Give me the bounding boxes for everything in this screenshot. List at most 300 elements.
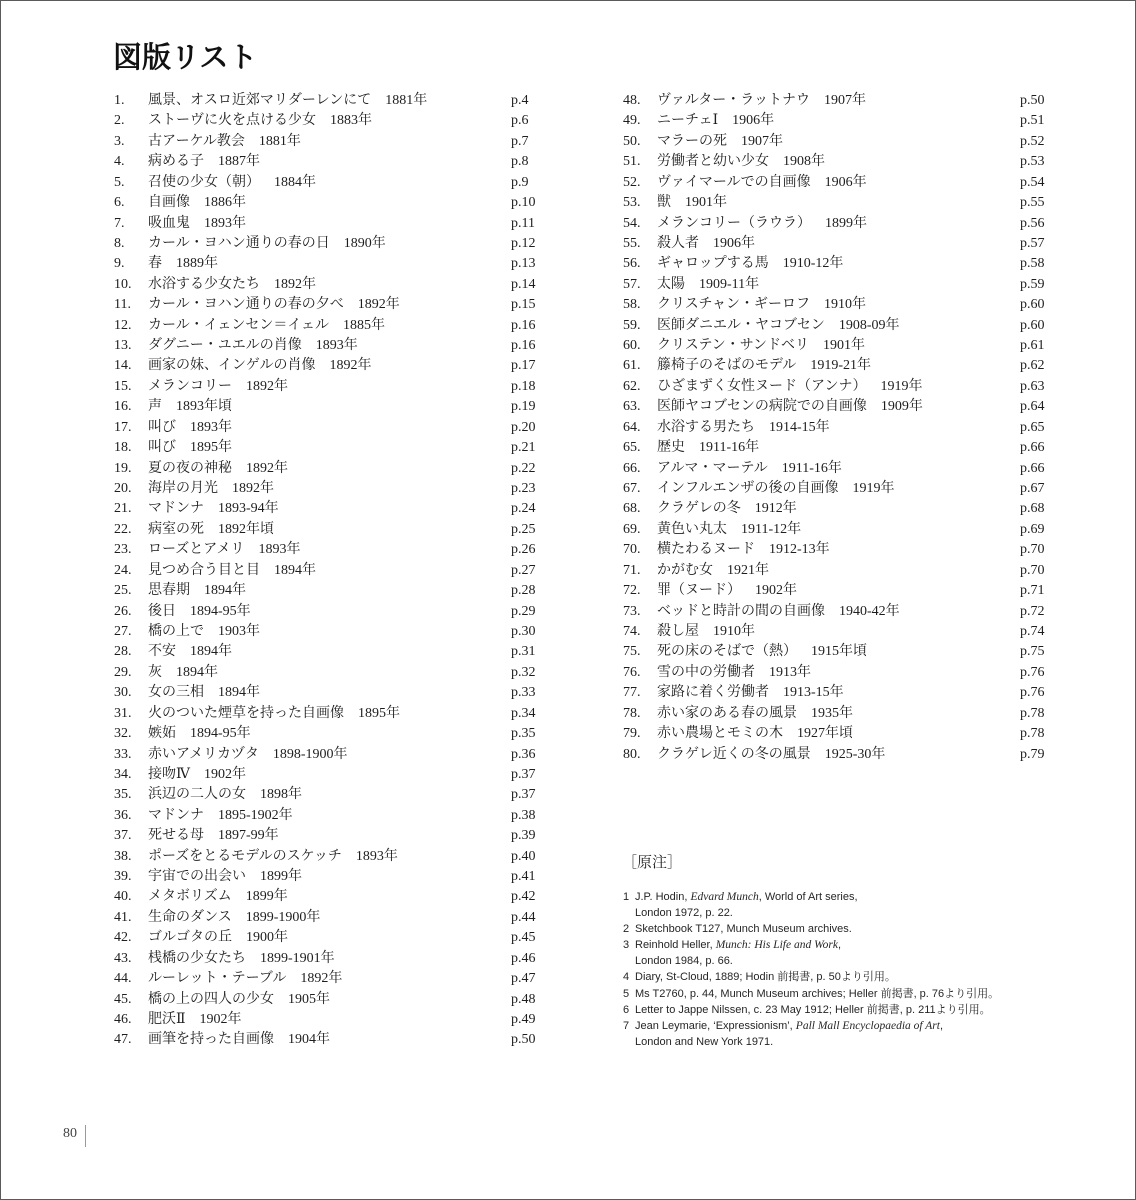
plate-number: 23. (114, 542, 132, 558)
plate-page-ref: p.35 (511, 726, 536, 742)
plate-caption (148, 602, 251, 622)
plate-number: 28. (114, 644, 132, 660)
plate-caption (148, 785, 302, 805)
plate-title: 雪の中の労働者 (657, 664, 755, 680)
plate-title: クラゲレの冬 (657, 501, 741, 517)
plate-title: 嫉妬 (148, 726, 176, 742)
plate-page-ref: p.9 (511, 174, 529, 190)
plate-page-ref: p.19 (511, 399, 536, 415)
plate-caption (148, 642, 232, 662)
plate-number: 33. (114, 746, 132, 762)
plate-entry (114, 683, 564, 703)
plate-number: 1. (114, 93, 125, 108)
plate-number: 32. (114, 726, 132, 742)
plate-title: ニーチェⅠ (657, 113, 719, 129)
plate-caption (657, 377, 922, 397)
plate-page-ref: p.48 (511, 991, 536, 1007)
plate-page-ref: p.15 (511, 297, 536, 313)
plate-entry (114, 173, 564, 193)
plate-page-ref: p.52 (1020, 133, 1045, 149)
plate-number: 53. (623, 195, 641, 211)
plate-date: 1881年 (385, 93, 428, 108)
plate-page-ref: p.38 (511, 807, 536, 823)
plate-caption (657, 683, 844, 703)
plate-caption (657, 336, 865, 356)
plate-entry (114, 1010, 564, 1030)
plate-page-ref: p.69 (1020, 521, 1045, 537)
plate-title: 生命のダンス (148, 909, 232, 925)
plate-page-ref: p.62 (1020, 358, 1045, 374)
plate-caption (148, 1030, 330, 1050)
plate-entry (623, 275, 1073, 295)
plate-date: 1893年 (204, 215, 246, 231)
note-text: Diary, St-Cloud, 1889; Hodin 前掲書, p. 50より引用。 (635, 971, 896, 984)
plate-page-ref: p.27 (511, 562, 536, 578)
plate-title: 殺し屋 (657, 623, 699, 639)
plate-number: 57. (623, 276, 641, 292)
plate-title: ヴァイマールでの自画像 (657, 174, 811, 190)
plate-page-ref: p.75 (1020, 644, 1045, 660)
plate-number: 22. (114, 521, 132, 537)
plate-caption (657, 642, 867, 662)
plate-title: 画家の妹、インゲルの肖像 (148, 358, 316, 374)
plate-number: 20. (114, 481, 132, 497)
plate-number: 36. (114, 807, 132, 823)
plate-page-ref: p.61 (1020, 338, 1045, 354)
plate-page-ref: p.12 (511, 235, 536, 251)
plate-entry (114, 867, 564, 887)
plate-title: 獣 (657, 195, 671, 211)
plate-caption (657, 724, 853, 744)
note-line (635, 953, 999, 969)
plate-number: 42. (114, 930, 132, 946)
plate-page-ref: p.66 (1020, 440, 1045, 456)
plate-entry (623, 745, 1073, 765)
plate-entry (114, 622, 564, 642)
plate-title: 死の床のそばで（熱） (657, 644, 797, 660)
plate-date: 1893年 (315, 338, 358, 354)
plate-caption (148, 479, 274, 499)
plate-caption (657, 91, 866, 111)
plate-date: 1910年 (713, 623, 755, 639)
plate-title: 橋の上の四人の少女 (148, 991, 274, 1007)
plate-caption (148, 724, 251, 744)
plate-caption (148, 908, 320, 928)
plate-date: 1898-1900年 (272, 746, 348, 762)
plate-number: 73. (623, 603, 641, 619)
plate-entry (114, 275, 564, 295)
plate-date: 1895-1902年 (218, 807, 293, 823)
note-item (623, 921, 999, 937)
plate-caption (657, 520, 801, 540)
plate-entry (623, 234, 1073, 254)
plate-page-ref: p.39 (511, 828, 536, 844)
plate-number: 39. (114, 869, 132, 885)
plate-date: 1906年 (824, 174, 867, 190)
note-number: 4 (623, 971, 630, 984)
plate-number: 60. (623, 338, 641, 354)
plate-caption (148, 745, 348, 765)
plate-title: 殺人者 (657, 235, 699, 251)
plate-entry (114, 479, 564, 499)
plate-title: 太陽 (657, 276, 685, 292)
plate-page-ref: p.66 (1020, 460, 1045, 476)
plate-date: 1886年 (204, 195, 246, 211)
plate-number: 74. (623, 623, 641, 639)
note-line (635, 921, 999, 937)
plate-title: 水浴する少女たち (148, 276, 260, 292)
plate-caption (657, 602, 900, 622)
plate-entry (114, 397, 564, 417)
plate-caption (657, 397, 923, 417)
plate-date: 1899-1900年 (245, 909, 321, 925)
plate-page-ref: p.33 (511, 685, 536, 701)
plate-number: 45. (114, 991, 132, 1007)
plate-page-ref: p.60 (1020, 297, 1045, 313)
note-line (635, 986, 999, 1002)
note-line (635, 1002, 999, 1018)
plate-page-ref: p.18 (511, 378, 536, 394)
plate-page-ref: p.45 (511, 930, 536, 946)
plate-caption (148, 683, 260, 703)
plate-entry (114, 663, 564, 683)
plate-list-left (114, 91, 564, 1051)
plate-number: 65. (623, 440, 641, 456)
plate-number: 25. (114, 583, 132, 599)
plate-caption (148, 254, 218, 274)
plate-title: 春 (148, 256, 162, 272)
plate-entry (623, 111, 1073, 131)
plate-entry (623, 724, 1073, 744)
plate-entry (623, 663, 1073, 683)
plate-page-ref: p.14 (511, 276, 536, 292)
plate-caption (657, 581, 797, 601)
plate-date: 1892年 (274, 276, 316, 292)
plate-number: 29. (114, 664, 132, 680)
plate-title: 吸血鬼 (148, 215, 190, 231)
plate-entry (114, 91, 564, 111)
plate-caption (148, 377, 288, 397)
plate-number: 72. (623, 583, 641, 599)
plate-number: 43. (114, 950, 132, 966)
plate-date: 1881年 (258, 133, 301, 149)
plate-entry (114, 908, 564, 928)
plate-title: 労働者と幼い少女 (657, 154, 769, 170)
plate-number: 47. (114, 1032, 132, 1048)
plate-caption (148, 990, 330, 1010)
page-number: 80 (63, 1126, 77, 1141)
plate-date: 1895年 (358, 705, 400, 721)
plate-caption (657, 418, 830, 438)
note-item (623, 986, 999, 1002)
plate-page-ref: p.76 (1020, 685, 1045, 701)
plate-number: 67. (623, 481, 641, 497)
plate-caption (148, 499, 279, 519)
plate-title: 風景、オスロ近郊マリダーレンにて (148, 93, 372, 108)
note-number: 6 (623, 1003, 630, 1016)
plate-entry (114, 704, 564, 724)
plate-title: ヴァルター・ラットナウ (657, 93, 811, 108)
plate-entry (114, 438, 564, 458)
plate-page-ref: p.17 (511, 358, 536, 374)
plate-page-ref: p.46 (511, 950, 536, 966)
plate-page-ref: p.56 (1020, 215, 1045, 231)
plate-title: 医師ダニエル・ヤコブセン (657, 317, 825, 333)
plate-date: 1927年頃 (797, 726, 853, 742)
plate-title: ひざまずく女性ヌード（アンナ） (657, 378, 867, 394)
plate-title: 灰 (148, 664, 162, 680)
plate-page-ref: p.20 (511, 419, 536, 435)
plate-page-ref: p.70 (1020, 562, 1045, 578)
plate-number: 38. (114, 848, 132, 864)
note-line (635, 969, 999, 985)
note-text: J.P. Hodin, (635, 891, 691, 903)
plate-number: 21. (114, 501, 132, 517)
note-work-title: Munch: His Life and Work (715, 939, 838, 952)
plate-number: 30. (114, 685, 132, 701)
plate-date: 1911-16年 (781, 460, 842, 476)
plate-title: 不安 (148, 644, 176, 660)
plate-page-ref: p.37 (511, 766, 536, 782)
plate-entry (623, 173, 1073, 193)
plate-date: 1894-95年 (190, 603, 251, 619)
plate-caption (657, 561, 769, 581)
plate-caption (657, 254, 843, 274)
plate-number: 24. (114, 562, 132, 578)
plate-title: クリステン・サンドベリ (657, 338, 810, 354)
plate-entry (623, 540, 1073, 560)
plate-caption (148, 91, 427, 111)
plate-page-ref: p.74 (1020, 623, 1045, 639)
plate-number: 68. (623, 501, 641, 517)
plate-number: 10. (114, 276, 132, 292)
plate-number: 61. (623, 358, 641, 374)
note-line (635, 1018, 999, 1034)
plate-page-ref: p.32 (511, 664, 536, 680)
note-line (635, 889, 999, 905)
plate-number: 78. (623, 705, 641, 721)
plate-page-ref: p.25 (511, 521, 536, 537)
plate-entry (623, 418, 1073, 438)
plate-title: 声 (148, 399, 162, 415)
plate-page-ref: p.44 (511, 909, 536, 925)
plate-entry (114, 806, 564, 826)
plate-number: 41. (114, 909, 132, 925)
plate-number: 69. (623, 521, 641, 537)
note-text: , (939, 1019, 944, 1032)
plate-entry (623, 642, 1073, 662)
plate-page-ref: p.21 (511, 440, 536, 456)
plate-title: 接吻Ⅳ (148, 766, 190, 782)
plate-number: 51. (623, 154, 641, 170)
note-item (623, 969, 999, 985)
plate-title: 召使の少女（朝） (148, 174, 260, 190)
plate-caption (148, 581, 246, 601)
plate-title: 黄色い丸太 (657, 521, 727, 537)
note-number: 7 (623, 1019, 630, 1032)
plate-caption (657, 152, 825, 172)
note-number: 5 (623, 987, 630, 1000)
plate-title: 病室の死 (148, 521, 204, 537)
plate-caption (657, 663, 811, 683)
plate-caption (148, 1010, 242, 1030)
plate-date: 1902年 (204, 766, 246, 782)
plate-entry (114, 377, 564, 397)
note-text: , World of Art series, (758, 891, 858, 903)
plate-date: 1893年頃 (176, 399, 232, 415)
note-item (623, 937, 999, 969)
plate-title: ポーズをとるモデルのスケッチ (148, 848, 342, 864)
plate-title: ローズとアメリ (148, 542, 245, 558)
plate-number: 35. (114, 787, 132, 803)
note-text: , (837, 939, 842, 952)
plate-title: アルマ・マーテル (657, 460, 768, 476)
plate-title: 家路に着く労働者 (657, 685, 769, 701)
plate-caption (148, 663, 218, 683)
plate-date: 1913-15年 (783, 685, 844, 701)
plate-caption (148, 847, 398, 867)
plate-date: 1903年 (218, 623, 260, 639)
plate-title: 海岸の月光 (148, 481, 218, 497)
note-text: Letter to Jappe Nilssen, c. 23 May 1912; Heller 前掲書, p. 211より引用。 (635, 1003, 991, 1016)
plate-date: 1898年 (260, 787, 302, 803)
plate-number: 2. (114, 113, 125, 129)
plate-entry (623, 336, 1073, 356)
plate-caption (148, 111, 372, 131)
plate-title: 後日 (148, 603, 176, 619)
plate-number: 9. (114, 256, 125, 272)
plate-entry (623, 254, 1073, 274)
plate-entry (623, 193, 1073, 213)
plate-entry (114, 254, 564, 274)
plate-entry (623, 316, 1073, 336)
plate-caption (148, 193, 246, 213)
plate-caption (657, 622, 755, 642)
plate-title: かがむ女 (657, 562, 713, 578)
plate-number: 8. (114, 235, 125, 251)
plate-title: 見つめ合う目と目 (148, 562, 260, 578)
plate-entry (114, 561, 564, 581)
plate-date: 1919-21年 (810, 358, 871, 374)
plate-caption (148, 540, 300, 560)
plate-page-ref: p.23 (511, 481, 536, 497)
plate-date: 1904年 (288, 1032, 330, 1048)
plate-date: 1911-12年 (741, 521, 802, 537)
plate-page-ref: p.6 (511, 113, 529, 129)
plate-title: 病める子 (148, 154, 204, 170)
plate-caption (148, 336, 358, 356)
plate-entry (623, 602, 1073, 622)
note-work-title: Pall Mall Encyclopaedia of Art (795, 1019, 940, 1032)
plate-date: 1892年 (329, 358, 372, 374)
plate-entry (114, 887, 564, 907)
plate-number: 4. (114, 154, 125, 170)
plate-date: 1887年 (218, 154, 260, 170)
plate-number: 3. (114, 133, 125, 149)
plate-entry (623, 214, 1073, 234)
plate-entry (623, 581, 1073, 601)
plate-date: 1935年 (811, 705, 853, 721)
plate-title: ベッドと時計の間の自画像 (657, 603, 825, 619)
plate-page-ref: p.57 (1020, 235, 1045, 251)
plate-page-ref: p.59 (1020, 276, 1045, 292)
note-text: Ms T2760, p. 44, Munch Museum archives; Heller 前掲書, p. 76より引用。 (635, 987, 1000, 1000)
plate-entry (114, 295, 564, 315)
plate-date: 1908-09年 (838, 317, 900, 333)
plate-page-ref: p.54 (1020, 174, 1045, 190)
plate-page-ref: p.34 (511, 705, 536, 721)
plate-number: 66. (623, 460, 641, 476)
plate-number: 44. (114, 971, 132, 987)
plate-title: ゴルゴタの丘 (148, 930, 232, 946)
plate-caption (657, 234, 755, 254)
plate-number: 37. (114, 828, 132, 844)
plate-date: 1925-30年 (824, 746, 886, 762)
plate-page-ref: p.49 (511, 1011, 536, 1027)
plate-page-ref: p.41 (511, 869, 536, 885)
plate-date: 1899年 (245, 889, 288, 905)
plate-caption (657, 438, 759, 458)
plate-entry (114, 642, 564, 662)
plate-title: 自画像 (148, 195, 190, 211)
plate-date: 1894-95年 (190, 726, 251, 742)
plate-page-ref: p.65 (1020, 419, 1045, 435)
plate-caption (148, 356, 371, 376)
plate-page-ref: p.8 (511, 154, 529, 170)
plate-caption (148, 765, 246, 785)
plate-date: 1910年 (824, 297, 867, 313)
plate-caption (148, 132, 301, 152)
plate-page-ref: p.4 (511, 93, 529, 108)
plate-date: 1889年 (176, 256, 218, 272)
plate-caption (657, 745, 885, 765)
plate-number: 56. (623, 256, 641, 272)
plate-title: 籐椅子のそばのモデル (657, 358, 797, 374)
plate-number: 52. (623, 174, 641, 190)
plate-entry (114, 745, 564, 765)
plate-title: ダグニー・ユエルの肖像 (148, 338, 302, 354)
plate-entry (114, 826, 564, 846)
plate-caption (657, 499, 797, 519)
plate-entry (114, 581, 564, 601)
plate-entry (114, 928, 564, 948)
note-text: London and New York 1971. (635, 1035, 774, 1048)
plate-caption (657, 111, 774, 131)
notes-heading: ［原注］ (622, 855, 683, 871)
plate-number: 64. (623, 419, 641, 435)
plate-number: 80. (623, 746, 641, 762)
plate-page-ref: p.7 (511, 133, 529, 149)
plate-number: 50. (623, 133, 641, 149)
plate-caption (148, 397, 232, 417)
plate-entry (114, 990, 564, 1010)
plate-date: 1899年 (825, 215, 867, 231)
plate-page-ref: p.79 (1020, 746, 1045, 762)
plate-entry (623, 561, 1073, 581)
plate-page-ref: p.78 (1020, 705, 1045, 721)
notes-list (623, 889, 999, 1050)
plate-page-ref: p.40 (511, 848, 536, 864)
plate-date: 1911-16年 (699, 440, 760, 456)
plate-number: 49. (623, 113, 641, 129)
plate-number: 75. (623, 644, 641, 660)
plate-date: 1895年 (190, 440, 232, 456)
plate-title: メランコリー（ラウラ） (657, 215, 811, 231)
note-work-title: Edvard Munch (690, 891, 759, 903)
plate-caption (657, 459, 842, 479)
plate-page-ref: p.50 (1020, 93, 1045, 108)
plate-title: インフルエンザの後の自画像 (657, 481, 839, 497)
